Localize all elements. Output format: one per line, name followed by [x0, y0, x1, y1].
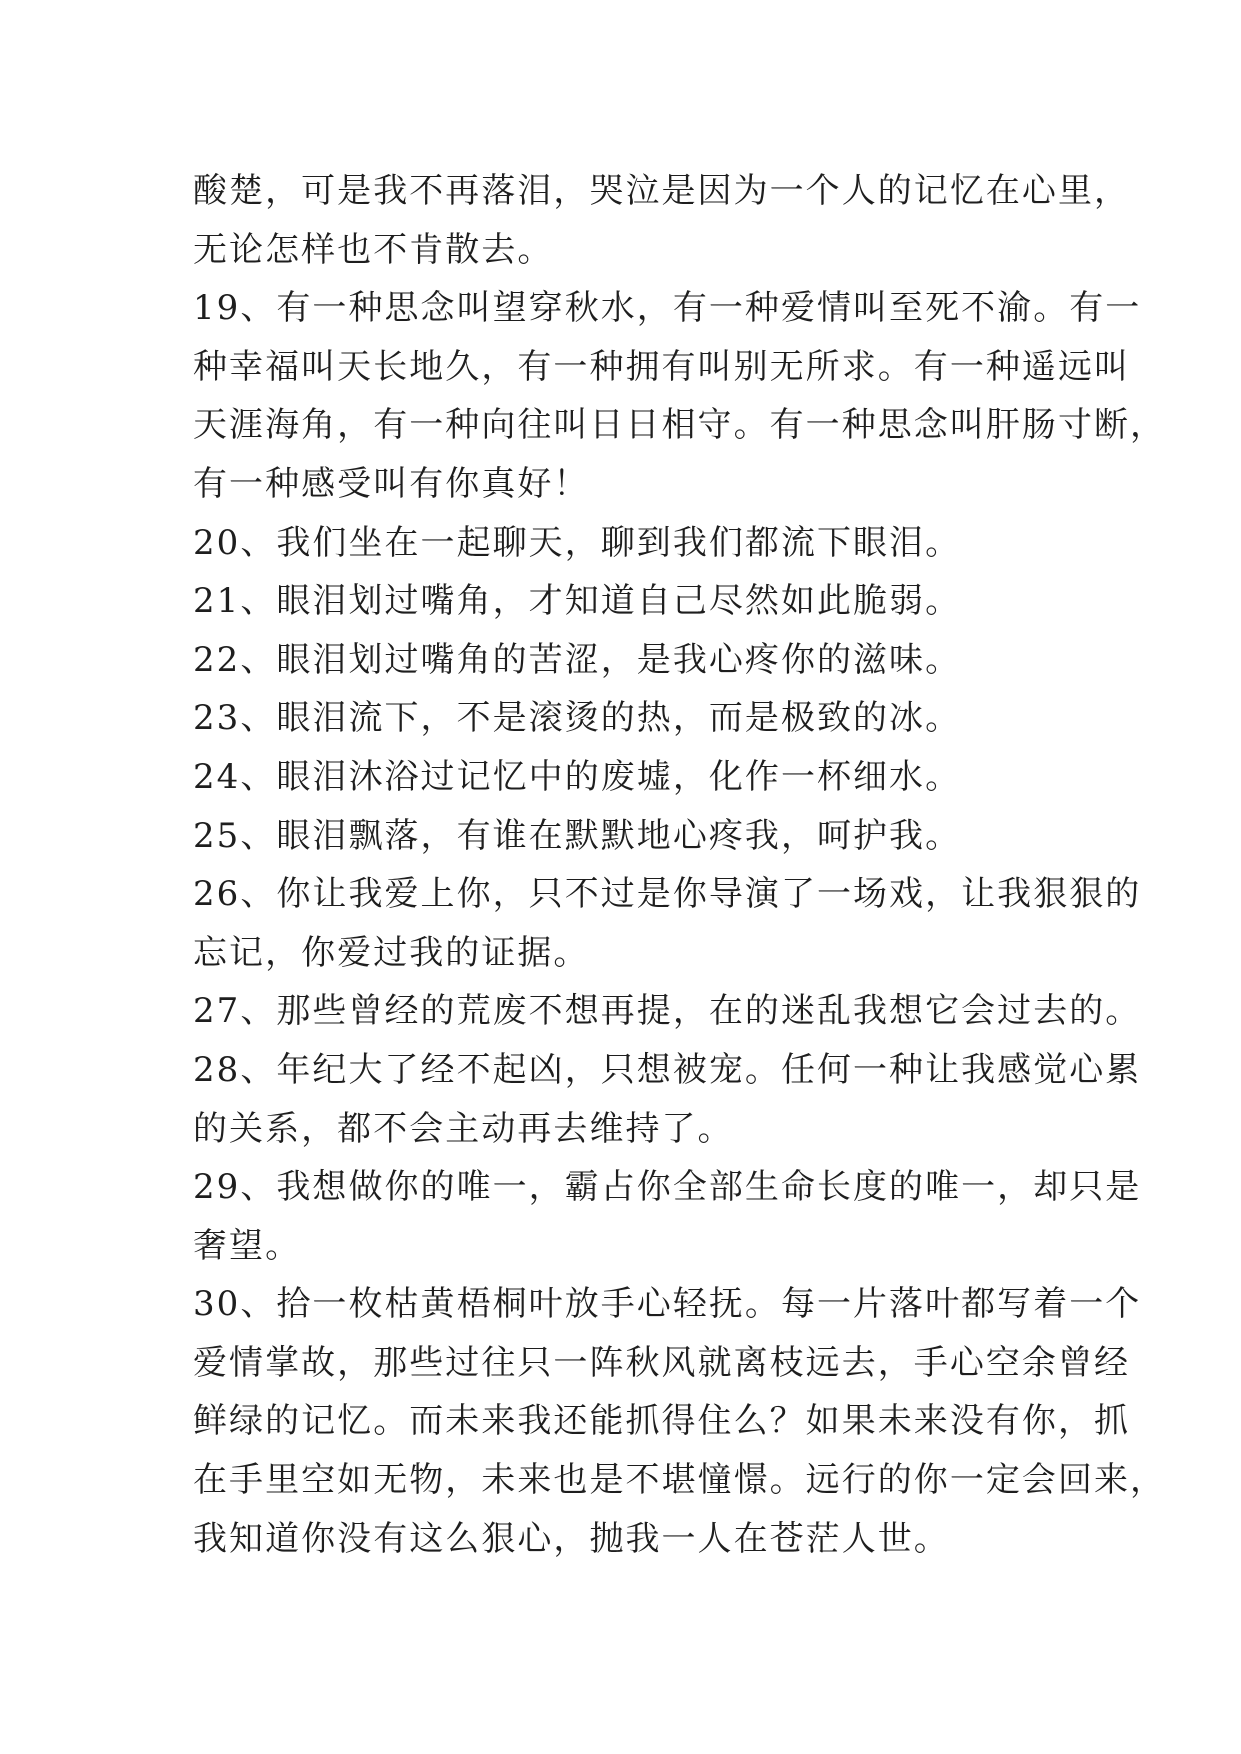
- text-line: 我知道你没有这么狠心，抛我一人在苍茫人世。: [193, 1518, 950, 1559]
- text-line: 30、拾一枚枯黄梧桐叶放手心轻抚。每一片落叶都写着一个: [193, 1284, 1142, 1325]
- text-line: 26、你让我爱上你，只不过是你导演了一场戏，让我狠狠的: [193, 874, 1142, 915]
- text-line: 21、眼泪划过嘴角，才知道自己尽然如此脆弱。: [193, 581, 962, 622]
- text-line: 29、我想做你的唯一，霸占你全部生命长度的唯一，却只是: [193, 1167, 1142, 1208]
- text-line: 23、眼泪流下，不是滚烫的热，而是极致的冰。: [193, 698, 962, 739]
- text-line: 鲜绿的记忆。而未来我还能抓得住么？如果未来没有你，抓: [193, 1401, 1131, 1442]
- text-line: 无论怎样也不肯散去。: [193, 229, 554, 270]
- text-line: 忘记，你爱过我的证据。: [193, 932, 590, 973]
- body-text: [193, 162, 1167, 1568]
- text-line: 爱情掌故，那些过往只一阵秋风就离枝远去，手心空余曾经: [193, 1342, 1131, 1383]
- text-line: 22、眼泪划过嘴角的苦涩，是我心疼你的滋味。: [193, 639, 962, 680]
- text-line: 27、那些曾经的荒废不想再提，在的迷乱我想它会过去的。: [193, 991, 1142, 1032]
- text-line: 酸楚，可是我不再落泪，哭泣是因为一个人的记忆在心里，: [193, 171, 1131, 211]
- text-line: 在手里空如无物，未来也是不堪憧憬。远行的你一定会回来，: [193, 1460, 1167, 1501]
- text-line: 25、眼泪飘落，有谁在默默地心疼我，呵护我。: [193, 815, 962, 856]
- text-line: 天涯海角，有一种向往叫日日相守。有一种思念叫肝肠寸断，: [193, 405, 1167, 446]
- text-line: 奢望。: [193, 1225, 302, 1266]
- text-line: 24、眼泪沐浴过记忆中的废墟，化作一杯细水。: [193, 756, 962, 797]
- text-line: 的关系，都不会主动再去维持了。: [193, 1108, 734, 1149]
- text-line: 种幸福叫天长地久，有一种拥有叫别无所求。有一种遥远叫: [193, 346, 1131, 387]
- text-line: 19、有一种思念叫望穿秋水，有一种爱情叫至死不渝。有一: [193, 288, 1142, 329]
- text-line: 28、年纪大了经不起凶，只想被宠。任何一种让我感觉心累: [193, 1049, 1142, 1090]
- text-line: 有一种感受叫有你真好！: [193, 463, 590, 504]
- text-line: 20、我们坐在一起聊天，聊到我们都流下眼泪。: [193, 522, 962, 563]
